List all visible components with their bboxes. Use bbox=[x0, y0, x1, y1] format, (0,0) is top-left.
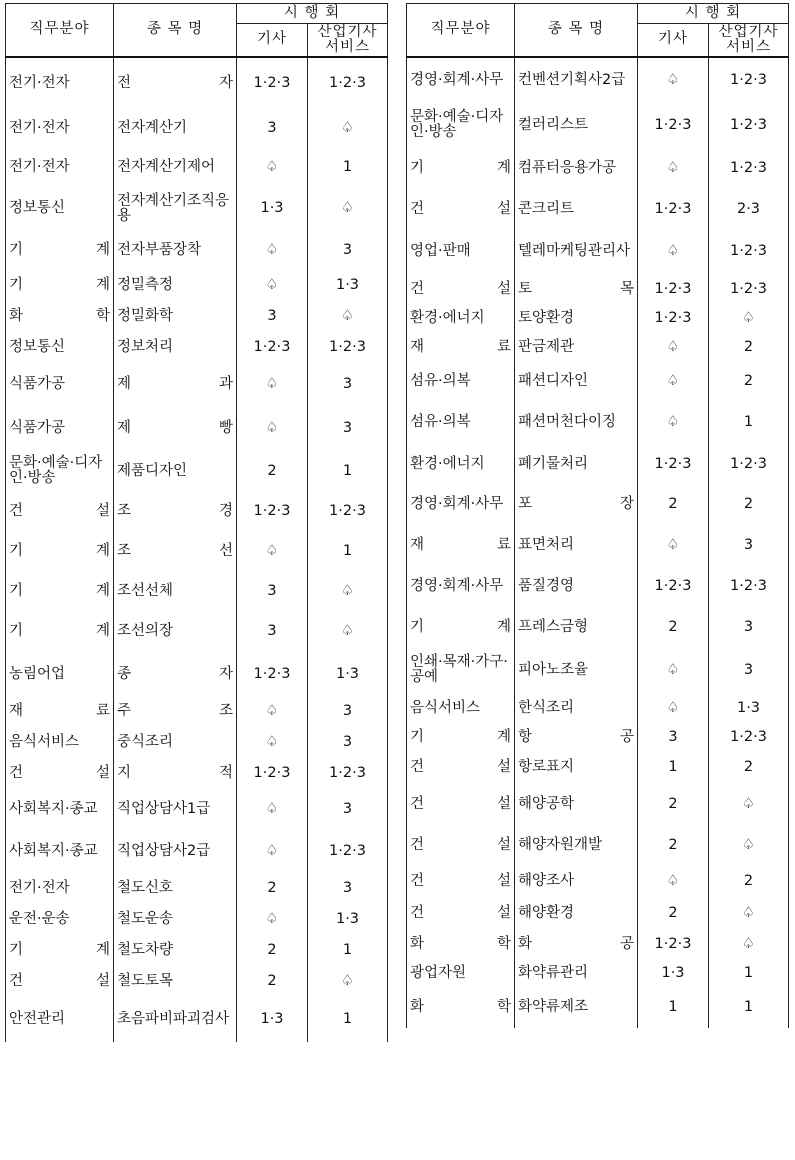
gisa-cell: ♤ bbox=[638, 525, 709, 566]
table-row bbox=[6, 363, 388, 407]
name-cell: 전 자 bbox=[114, 57, 237, 109]
industrial-cell: ♤ bbox=[308, 109, 388, 148]
industrial-cell: 3 bbox=[308, 727, 388, 758]
name-cell: 화약류제조 bbox=[515, 988, 638, 1028]
field-cell: 사회복지·종교 bbox=[6, 831, 114, 873]
table-row bbox=[407, 694, 789, 723]
field-cell: 식품가공 bbox=[6, 363, 114, 407]
industrial-cell: 1·3 bbox=[709, 694, 789, 723]
right-table-body bbox=[407, 57, 789, 1028]
gisa-cell: 2 bbox=[237, 935, 308, 966]
table-row bbox=[6, 332, 388, 363]
table-row bbox=[407, 988, 789, 1028]
industrial-cell: 3 bbox=[709, 647, 789, 694]
field-cell: 환경·에너지 bbox=[407, 444, 515, 485]
name-cell: 한식조리 bbox=[515, 694, 638, 723]
industrial-cell: ♤ bbox=[709, 930, 789, 959]
table-row bbox=[407, 930, 789, 959]
field-cell: 안전관리 bbox=[6, 997, 114, 1042]
gisa-cell: 2 bbox=[237, 451, 308, 492]
table-row bbox=[6, 301, 388, 332]
industrial-cell: 1·2·3 bbox=[709, 147, 789, 190]
field-cell: 정보통신 bbox=[6, 187, 114, 231]
field-cell: 건 설 bbox=[407, 752, 515, 784]
name-cell: 해양환경 bbox=[515, 898, 638, 930]
gisa-cell: ♤ bbox=[638, 402, 709, 444]
industrial-cell: 1·2·3 bbox=[709, 57, 789, 104]
header-field: 직무분야 bbox=[407, 4, 515, 57]
field-cell: 섬유·의복 bbox=[407, 362, 515, 402]
name-cell: 컨벤션기획사2급 bbox=[515, 57, 638, 104]
table-row bbox=[6, 109, 388, 148]
name-cell: 폐기물처리 bbox=[515, 444, 638, 485]
industrial-cell: 2 bbox=[709, 866, 789, 898]
field-cell: 영업·판매 bbox=[407, 229, 515, 275]
table-row bbox=[407, 898, 789, 930]
name-cell: 해양공학 bbox=[515, 784, 638, 825]
industrial-cell: 1·2·3 bbox=[709, 723, 789, 752]
gisa-cell: ♤ bbox=[237, 531, 308, 572]
header-industrial: 산업기사 서비스 bbox=[308, 24, 388, 57]
table-row bbox=[407, 147, 789, 190]
gisa-cell: 1 bbox=[638, 988, 709, 1028]
left-table bbox=[5, 3, 388, 1042]
gisa-cell: ♤ bbox=[638, 333, 709, 362]
field-cell: 기 계 bbox=[6, 531, 114, 572]
gisa-cell: 1·2·3 bbox=[638, 190, 709, 229]
table-row bbox=[6, 407, 388, 451]
table-row bbox=[407, 566, 789, 608]
name-cell: 철도차량 bbox=[114, 935, 237, 966]
industrial-cell: 1 bbox=[709, 988, 789, 1028]
industrial-cell: 1·3 bbox=[308, 270, 388, 301]
industrial-cell: 1·2·3 bbox=[308, 758, 388, 789]
name-cell: 종 자 bbox=[114, 653, 237, 696]
gisa-cell: 1 bbox=[638, 752, 709, 784]
gisa-cell: ♤ bbox=[237, 904, 308, 935]
left-table-header bbox=[6, 4, 388, 57]
field-cell: 기 계 bbox=[6, 935, 114, 966]
name-cell: 주 조 bbox=[114, 696, 237, 727]
industrial-cell: 1 bbox=[308, 531, 388, 572]
gisa-cell: 1·2·3 bbox=[237, 57, 308, 109]
table-row bbox=[6, 492, 388, 531]
name-cell: 중식조리 bbox=[114, 727, 237, 758]
field-cell: 화 학 bbox=[407, 930, 515, 959]
field-cell: 기 계 bbox=[6, 572, 114, 611]
name-cell: 전자계산기조직응용 bbox=[114, 187, 237, 231]
table-row bbox=[6, 572, 388, 611]
gisa-cell: ♤ bbox=[638, 694, 709, 723]
field-cell: 농림어업 bbox=[6, 653, 114, 696]
name-cell: 화약류관리 bbox=[515, 959, 638, 988]
header-field: 직무분야 bbox=[6, 4, 114, 57]
table-row bbox=[6, 727, 388, 758]
gisa-cell: 2 bbox=[638, 784, 709, 825]
table-row bbox=[407, 362, 789, 402]
industrial-cell: 3 bbox=[308, 407, 388, 451]
gisa-cell: ♤ bbox=[638, 362, 709, 402]
field-cell: 재 료 bbox=[407, 525, 515, 566]
name-cell: 표면처리 bbox=[515, 525, 638, 566]
name-cell: 토양환경 bbox=[515, 304, 638, 333]
industrial-cell: 1 bbox=[308, 451, 388, 492]
name-cell: 제품디자인 bbox=[114, 451, 237, 492]
field-cell: 전기·전자 bbox=[6, 148, 114, 187]
field-cell: 재 료 bbox=[6, 696, 114, 727]
name-cell: 지 적 bbox=[114, 758, 237, 789]
gisa-cell: ♤ bbox=[237, 270, 308, 301]
gisa-cell: ♤ bbox=[638, 647, 709, 694]
name-cell: 조 경 bbox=[114, 492, 237, 531]
name-cell: 조 선 bbox=[114, 531, 237, 572]
table-row bbox=[6, 653, 388, 696]
industrial-cell: ♤ bbox=[308, 611, 388, 653]
field-cell: 전기·전자 bbox=[6, 873, 114, 904]
gisa-cell: 1·2·3 bbox=[237, 653, 308, 696]
table-row bbox=[6, 148, 388, 187]
industrial-cell: 2 bbox=[709, 362, 789, 402]
name-cell: 패션디자인 bbox=[515, 362, 638, 402]
field-cell: 화 학 bbox=[407, 988, 515, 1028]
name-cell: 전자계산기제어 bbox=[114, 148, 237, 187]
industrial-cell: ♤ bbox=[709, 304, 789, 333]
gisa-cell: 3 bbox=[237, 611, 308, 653]
industrial-cell: ♤ bbox=[308, 572, 388, 611]
field-cell: 기 계 bbox=[407, 608, 515, 647]
table-row bbox=[6, 935, 388, 966]
table-row bbox=[407, 304, 789, 333]
field-cell: 섬유·의복 bbox=[407, 402, 515, 444]
field-cell: 경영·회계·사무 bbox=[407, 57, 515, 104]
name-cell: 철도토목 bbox=[114, 966, 237, 997]
gisa-cell: 1·3 bbox=[638, 959, 709, 988]
left-table-body bbox=[6, 57, 388, 1042]
table-row bbox=[6, 231, 388, 270]
field-cell: 건 설 bbox=[407, 275, 515, 304]
gisa-cell: ♤ bbox=[237, 407, 308, 451]
table-row bbox=[407, 485, 789, 525]
field-cell: 건 설 bbox=[407, 825, 515, 866]
table-row bbox=[6, 57, 388, 109]
name-cell: 피아노조율 bbox=[515, 647, 638, 694]
industrial-cell: 3 bbox=[308, 873, 388, 904]
field-cell: 건 설 bbox=[6, 758, 114, 789]
header-name: 종 목 명 bbox=[515, 4, 638, 57]
field-cell: 건 설 bbox=[407, 866, 515, 898]
table-row bbox=[407, 959, 789, 988]
field-cell: 사회복지·종교 bbox=[6, 789, 114, 831]
field-cell: 문화·예술·디자인·방송 bbox=[407, 104, 515, 147]
table-row bbox=[407, 825, 789, 866]
table-row bbox=[407, 333, 789, 362]
field-cell: 기 계 bbox=[6, 270, 114, 301]
industrial-cell: 1·2·3 bbox=[308, 831, 388, 873]
industrial-cell: 3 bbox=[709, 525, 789, 566]
name-cell: 정밀측정 bbox=[114, 270, 237, 301]
table-row bbox=[407, 444, 789, 485]
field-cell: 식품가공 bbox=[6, 407, 114, 451]
industrial-cell: 1·2·3 bbox=[308, 57, 388, 109]
gisa-cell: 2 bbox=[237, 966, 308, 997]
field-cell: 문화·예술·디자인·방송 bbox=[6, 451, 114, 492]
gisa-cell: ♤ bbox=[237, 831, 308, 873]
name-cell: 텔레마케팅관리사 bbox=[515, 229, 638, 275]
field-cell: 기 계 bbox=[6, 611, 114, 653]
field-cell: 재 료 bbox=[407, 333, 515, 362]
industrial-cell: ♤ bbox=[709, 898, 789, 930]
gisa-cell: 1·2·3 bbox=[237, 492, 308, 531]
table-row bbox=[6, 904, 388, 935]
name-cell: 프레스금형 bbox=[515, 608, 638, 647]
field-cell: 정보통신 bbox=[6, 332, 114, 363]
table-row bbox=[407, 525, 789, 566]
industrial-cell: 1 bbox=[308, 997, 388, 1042]
table-row bbox=[407, 784, 789, 825]
gisa-cell: 2 bbox=[237, 873, 308, 904]
table-row bbox=[407, 752, 789, 784]
table-row bbox=[407, 866, 789, 898]
name-cell: 전자계산기 bbox=[114, 109, 237, 148]
gisa-cell: ♤ bbox=[237, 696, 308, 727]
industrial-cell: 1·2·3 bbox=[709, 566, 789, 608]
table-row bbox=[6, 789, 388, 831]
field-cell: 건 설 bbox=[6, 492, 114, 531]
field-cell: 건 설 bbox=[407, 784, 515, 825]
field-cell: 경영·회계·사무 bbox=[407, 485, 515, 525]
field-cell: 건 설 bbox=[407, 898, 515, 930]
name-cell: 정보처리 bbox=[114, 332, 237, 363]
gisa-cell: 2 bbox=[638, 825, 709, 866]
field-cell: 인쇄·목재·가구·공예 bbox=[407, 647, 515, 694]
gisa-cell: 3 bbox=[237, 301, 308, 332]
name-cell: 판금제관 bbox=[515, 333, 638, 362]
table-row bbox=[407, 104, 789, 147]
gisa-cell: 1·3 bbox=[237, 997, 308, 1042]
name-cell: 제 과 bbox=[114, 363, 237, 407]
name-cell: 정밀화학 bbox=[114, 301, 237, 332]
gisa-cell: ♤ bbox=[237, 727, 308, 758]
gisa-cell: ♤ bbox=[638, 229, 709, 275]
name-cell: 품질경영 bbox=[515, 566, 638, 608]
name-cell: 패션머천다이징 bbox=[515, 402, 638, 444]
gisa-cell: 3 bbox=[638, 723, 709, 752]
table-row bbox=[6, 451, 388, 492]
name-cell: 해양자원개발 bbox=[515, 825, 638, 866]
industrial-cell: 1·2·3 bbox=[308, 332, 388, 363]
gisa-cell: 1·3 bbox=[237, 187, 308, 231]
field-cell: 건 설 bbox=[6, 966, 114, 997]
industrial-cell: 2 bbox=[709, 485, 789, 525]
name-cell: 철도운송 bbox=[114, 904, 237, 935]
table-row bbox=[6, 696, 388, 727]
gisa-cell: ♤ bbox=[638, 57, 709, 104]
name-cell: 항 공 bbox=[515, 723, 638, 752]
table-row bbox=[6, 270, 388, 301]
gisa-cell: ♤ bbox=[638, 866, 709, 898]
gisa-cell: ♤ bbox=[237, 231, 308, 270]
industrial-cell: 3 bbox=[308, 696, 388, 727]
industrial-cell: ♤ bbox=[709, 784, 789, 825]
name-cell: 조선선체 bbox=[114, 572, 237, 611]
table-row bbox=[6, 966, 388, 997]
industrial-cell: 1 bbox=[308, 148, 388, 187]
header-name: 종 목 명 bbox=[114, 4, 237, 57]
header-industrial: 산업기사 서비스 bbox=[709, 24, 789, 57]
industrial-cell: 1 bbox=[709, 402, 789, 444]
field-cell: 음식서비스 bbox=[407, 694, 515, 723]
name-cell: 콘크리트 bbox=[515, 190, 638, 229]
name-cell: 제 빵 bbox=[114, 407, 237, 451]
gisa-cell: 1·2·3 bbox=[638, 930, 709, 959]
name-cell: 해양조사 bbox=[515, 866, 638, 898]
gisa-cell: 1·2·3 bbox=[638, 304, 709, 333]
table-row bbox=[6, 758, 388, 789]
name-cell: 전자부품장착 bbox=[114, 231, 237, 270]
gisa-cell: ♤ bbox=[638, 147, 709, 190]
table-row bbox=[6, 531, 388, 572]
table-row bbox=[6, 873, 388, 904]
table-row bbox=[407, 190, 789, 229]
table-row bbox=[6, 831, 388, 873]
right-table bbox=[406, 3, 789, 1028]
industrial-cell: 3 bbox=[308, 789, 388, 831]
industrial-cell: 1·2·3 bbox=[709, 104, 789, 147]
name-cell: 포 장 bbox=[515, 485, 638, 525]
field-cell: 기 계 bbox=[407, 723, 515, 752]
field-cell: 화 학 bbox=[6, 301, 114, 332]
table-row bbox=[407, 723, 789, 752]
gisa-cell: 2 bbox=[638, 485, 709, 525]
field-cell: 전기·전자 bbox=[6, 57, 114, 109]
table-row bbox=[407, 57, 789, 104]
industrial-cell: 3 bbox=[308, 363, 388, 407]
industrial-cell: 2 bbox=[709, 333, 789, 362]
name-cell: 조선의장 bbox=[114, 611, 237, 653]
industrial-cell: 1·2·3 bbox=[709, 229, 789, 275]
name-cell: 직업상담사1급 bbox=[114, 789, 237, 831]
industrial-cell: 2·3 bbox=[709, 190, 789, 229]
industrial-cell: 1·3 bbox=[308, 904, 388, 935]
industrial-cell: 3 bbox=[308, 231, 388, 270]
gisa-cell: 1·2·3 bbox=[638, 444, 709, 485]
gisa-cell: 2 bbox=[638, 608, 709, 647]
industrial-cell: ♤ bbox=[308, 301, 388, 332]
industrial-cell: 1 bbox=[308, 935, 388, 966]
industrial-cell: 3 bbox=[709, 608, 789, 647]
gisa-cell: 2 bbox=[638, 898, 709, 930]
table-row bbox=[407, 402, 789, 444]
right-table-header bbox=[407, 4, 789, 57]
gisa-cell: 1·2·3 bbox=[638, 275, 709, 304]
name-cell: 직업상담사2급 bbox=[114, 831, 237, 873]
industrial-cell: ♤ bbox=[308, 187, 388, 231]
table-row bbox=[6, 187, 388, 231]
table-row bbox=[407, 647, 789, 694]
gisa-cell: 3 bbox=[237, 109, 308, 148]
industrial-cell: 1·2·3 bbox=[709, 444, 789, 485]
field-cell: 기 계 bbox=[6, 231, 114, 270]
field-cell: 광업자원 bbox=[407, 959, 515, 988]
header-gisa: 기사 bbox=[237, 24, 308, 57]
table-row bbox=[6, 997, 388, 1042]
table-row bbox=[407, 275, 789, 304]
industrial-cell: ♤ bbox=[308, 966, 388, 997]
gisa-cell: ♤ bbox=[237, 148, 308, 187]
name-cell: 화 공 bbox=[515, 930, 638, 959]
industrial-cell: ♤ bbox=[709, 825, 789, 866]
field-cell: 전기·전자 bbox=[6, 109, 114, 148]
field-cell: 경영·회계·사무 bbox=[407, 566, 515, 608]
gisa-cell: 3 bbox=[237, 572, 308, 611]
header-gisa: 기사 bbox=[638, 24, 709, 57]
field-cell: 음식서비스 bbox=[6, 727, 114, 758]
gisa-cell: ♤ bbox=[237, 789, 308, 831]
industrial-cell: 1 bbox=[709, 959, 789, 988]
gisa-cell: 1·2·3 bbox=[638, 104, 709, 147]
name-cell: 초음파비파괴검사 bbox=[114, 997, 237, 1042]
gisa-cell: 1·2·3 bbox=[638, 566, 709, 608]
gisa-cell: 1·2·3 bbox=[237, 758, 308, 789]
industrial-cell: 1·2·3 bbox=[709, 275, 789, 304]
name-cell: 철도신호 bbox=[114, 873, 237, 904]
name-cell: 항로표지 bbox=[515, 752, 638, 784]
gisa-cell: 1·2·3 bbox=[237, 332, 308, 363]
field-cell: 환경·에너지 bbox=[407, 304, 515, 333]
header-rounds: 시 행 회 bbox=[638, 4, 789, 24]
table-row bbox=[407, 608, 789, 647]
field-cell: 기 계 bbox=[407, 147, 515, 190]
table-row bbox=[6, 611, 388, 653]
field-cell: 운전·운송 bbox=[6, 904, 114, 935]
table-row bbox=[407, 229, 789, 275]
name-cell: 토 목 bbox=[515, 275, 638, 304]
field-cell: 건 설 bbox=[407, 190, 515, 229]
industrial-cell: 2 bbox=[709, 752, 789, 784]
name-cell: 컴퓨터응용가공 bbox=[515, 147, 638, 190]
header-rounds: 시 행 회 bbox=[237, 4, 388, 24]
industrial-cell: 1·2·3 bbox=[308, 492, 388, 531]
industrial-cell: 1·3 bbox=[308, 653, 388, 696]
name-cell: 컬러리스트 bbox=[515, 104, 638, 147]
gisa-cell: ♤ bbox=[237, 363, 308, 407]
